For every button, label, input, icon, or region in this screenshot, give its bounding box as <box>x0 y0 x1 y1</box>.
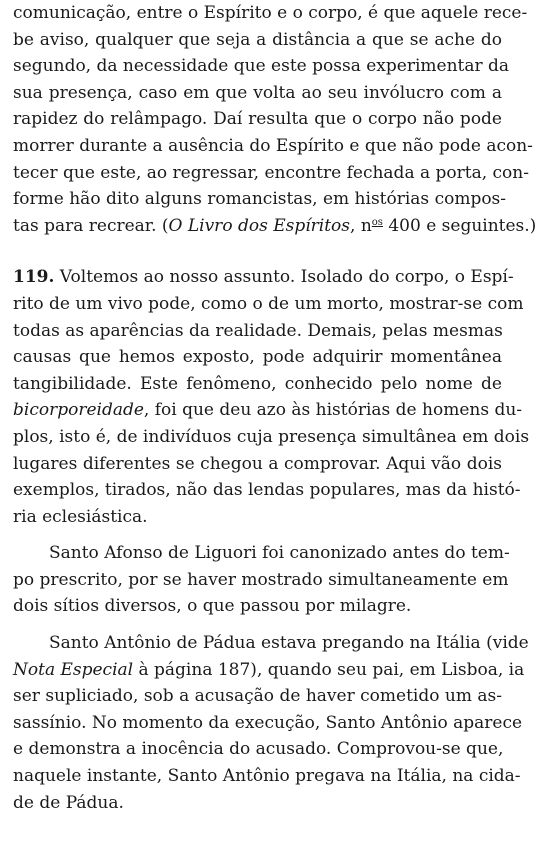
text-line: po prescrito, por se haver mostrado simultaneamente em <box>13 569 509 590</box>
text-line: rapidez do relâmpago. Daí resulta que o corpo não pode <box>13 109 502 130</box>
text-line: sua presença, caso em que volta ao seu invólucro com a <box>13 82 502 103</box>
text-line: comunicação, entre o Espírito e o corpo, é que aquele rece- <box>13 3 528 23</box>
ordinal-superscript: os <box>371 216 383 228</box>
book-title-italic: O Livro dos Espíritos <box>168 215 351 236</box>
term-italic: bicorporeidade <box>13 400 144 421</box>
text-line: sassínio. No momento da execução, Santo Antônio aparece <box>13 712 523 733</box>
text-line: forme hão dito alguns romancistas, em histórias compos- <box>13 189 507 210</box>
note-reference-italic: Nota Especial <box>13 659 134 680</box>
text-line: Santo Antônio de Pádua estava pregando na Itália (vide <box>49 633 529 654</box>
text-line: tangibilidade. Este fenômeno, conhecido pelo nome de <box>13 373 502 394</box>
text-line: rito de um vivo pode, como o de um morto, mostrar-se com <box>13 293 524 314</box>
text-line: plos, isto é, de indivíduos cuja presença simultânea em dois <box>13 426 530 447</box>
text-line: segundo, da necessidade que este possa experimentar da <box>13 56 510 77</box>
text-line: dois sítios diversos, o que passou por milagre. <box>13 596 412 617</box>
paragraph-santo-afonso <box>13 540 510 620</box>
text-line: tecer que este, ao regressar, encontre fechada a porta, con- <box>13 162 529 183</box>
text-line: exemplos, tirados, não das lendas populares, mas da histó- <box>13 480 521 501</box>
paragraph-santo-antonio <box>13 630 529 816</box>
text-line: todas as aparências da realidade. Demais, pelas mesmas <box>13 320 503 341</box>
text-line: de de Pádua. <box>13 792 124 813</box>
text-line: 119. Voltemos ao nosso assunto. Isolado do corpo, o Espí- <box>13 267 514 288</box>
paragraph-continuation <box>13 0 536 239</box>
text-line: ria eclesiástica. <box>13 506 148 527</box>
text-line: naquele instante, Santo Antônio pregava na Itália, na cida- <box>13 766 521 787</box>
text-line: Santo Afonso de Liguori foi canonizado antes do tem- <box>49 543 510 564</box>
text-line: causas que hemos exposto, pode adquirir momentânea <box>13 347 502 368</box>
text-line: be aviso, qualquer que seja a distância a que se ache do <box>13 29 502 50</box>
paragraph-number: 119. <box>13 267 55 288</box>
text-line: morrer durante a ausência do Espírito e que não pode acon- <box>13 135 533 156</box>
text-line: Nota Especial à página 187), quando seu pai, em Lisboa, ia <box>13 659 525 680</box>
text-line: e demonstra a inocência do acusado. Comprovou-se que, <box>13 739 504 760</box>
text-line: ser supliciado, sob a acusação de haver cometido um as- <box>13 686 502 707</box>
paragraph-119 <box>13 264 530 530</box>
text-line: lugares diferentes se chegou a comprovar. Aqui vão dois <box>13 453 502 474</box>
text-line-citation: tas para recrear. (O Livro dos Espíritos, $n^{os}$ 400 e seguintes.) <box>13 215 536 236</box>
text-line: bicorporeidade, foi que deu azo às histórias de homens du- <box>13 400 523 421</box>
